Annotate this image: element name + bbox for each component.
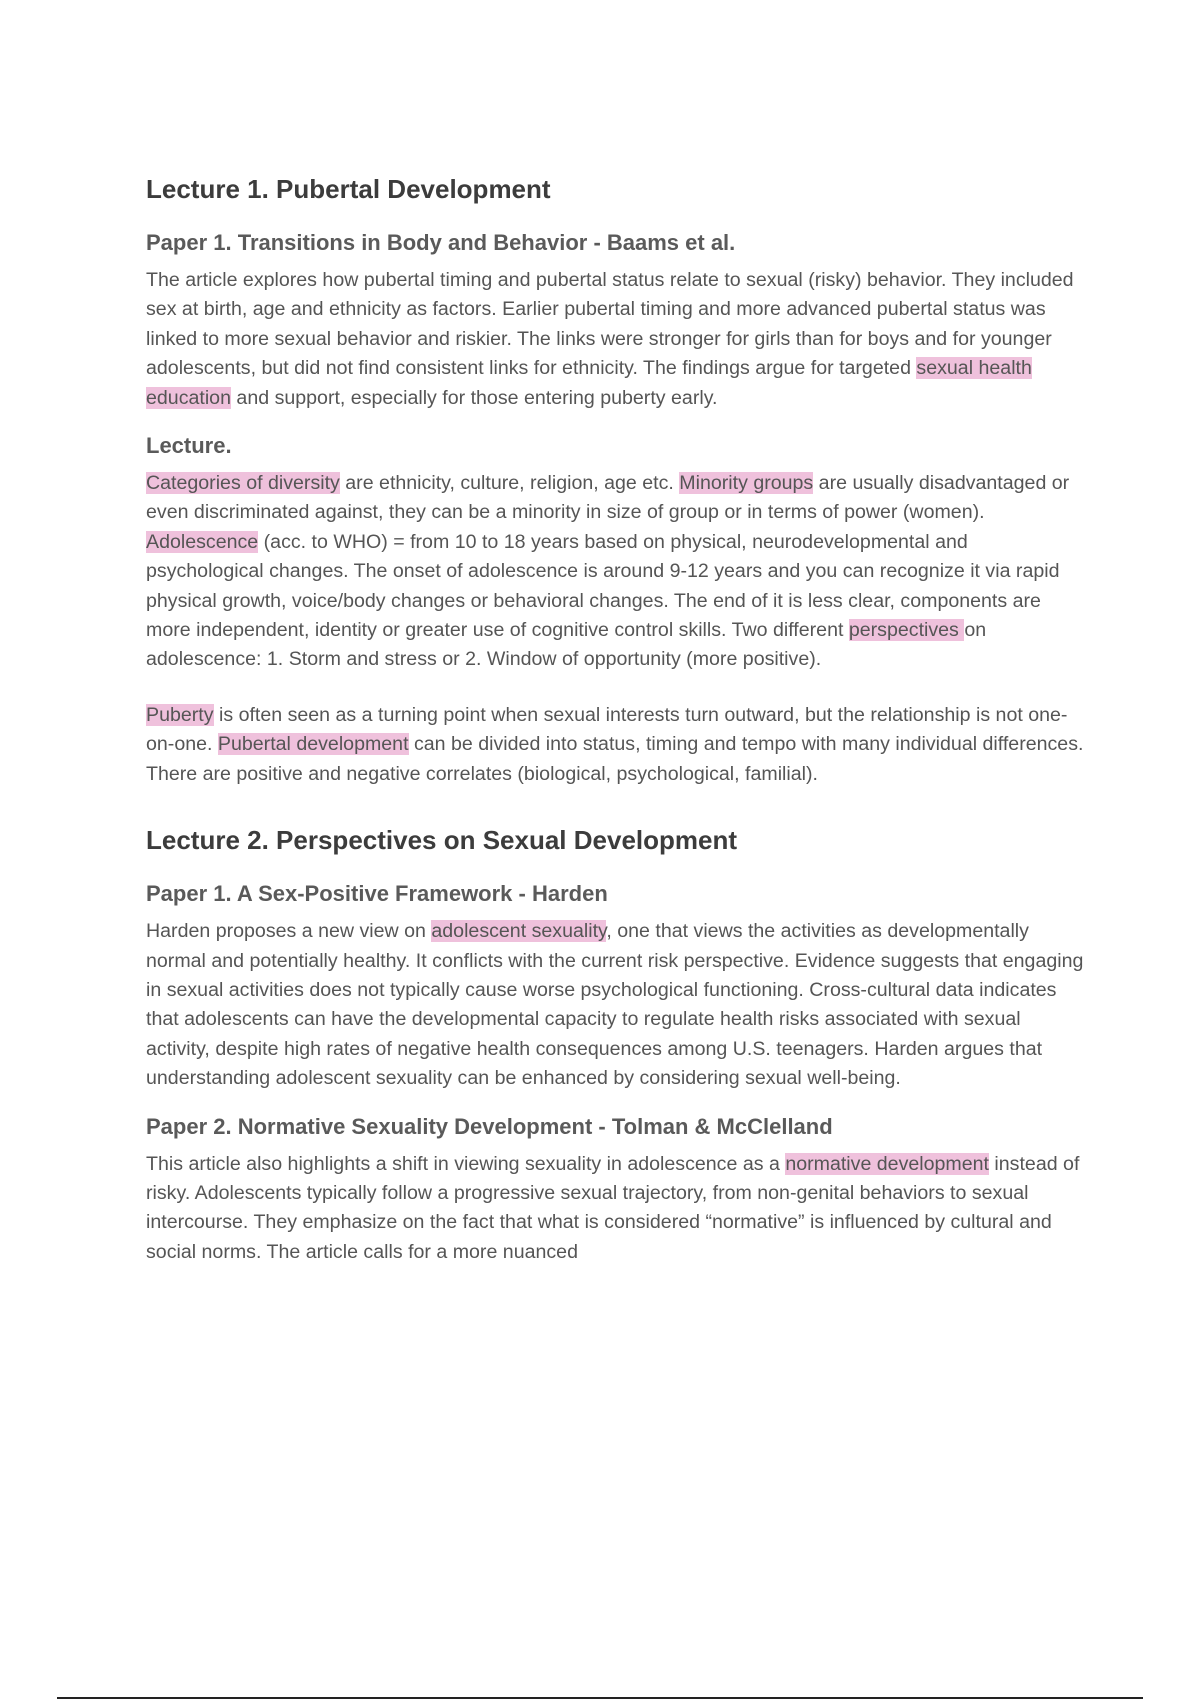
lecture-2-paper-1-summary [146,917,1086,1093]
text-run: is often seen as a turning point when sexual interests turn outward, but the relationship is not one-on-one. [146,703,1068,756]
lecture-2-paper-1-heading: Paper 1. A Sex-Positive Framework - Harden [146,881,608,907]
highlight-normative-development: normative development [785,1152,989,1175]
text-run: are ethnicity, culture, religion, age etc. [339,472,680,495]
lecture-2-paper-2-heading: Paper 2. Normative Sexuality Development - Tolman & McClelland [146,1113,833,1139]
text-run: This article also highlights a shift in viewing sexuality in adolescence as a [146,1152,786,1175]
highlight-categories-of-diversity: Categories of diversity [146,472,340,495]
page-bottom-rule [57,1697,1143,1699]
text-run: are usually disadvantaged or even discriminated against, they can be a minority in size of group or in terms of power (women). [146,472,1070,524]
lecture-1-paper-1-summary [146,266,1086,413]
text-run: and support, especially for those entering puberty early. [230,386,718,409]
lecture-1-paper-1-heading: Paper 1. Transitions in Body and Behavior - Baams et al. [146,230,736,255]
highlight-adolescent-sexuality: adolescent sexuality [431,920,607,943]
lecture-2-paper-2-summary [146,1150,1086,1268]
lecture-1-title: Lecture 1. Pubertal Development [146,174,551,204]
document-page [146,172,1086,1293]
text-run: can be divided into status, timing and tempo with many individual differences. There are positive and negative correlates (biological, psychological, familial). [146,733,1084,785]
highlight-pubertal-development: Pubertal development [217,733,409,756]
text-run: , one that views the activities as developmentally normal and potentially healthy. It conflicts with the current risk perspective. Evidence suggests that engaging in sexual activities does not typically cause worse psychological functioning. Cross-cultural data indicates that adolescents can have the developmental capacity to regulate health risks associated with sexual activity, despite high rates of negative health consequences among U.S. teenagers. Harden argues that understanding adolescent sexuality can be enhanced by considering sexual well-being. [146,920,1084,1090]
lecture-1-lecture-heading: Lecture. [146,433,232,459]
lecture-1-lecture-paragraph-1 [146,469,1086,675]
text-run: Harden proposes a new view on [146,920,432,943]
highlight-sexual-health-education: sexual health education [146,357,1032,409]
highlight-adolescence: Adolescence [146,530,259,553]
highlight-puberty: Puberty [146,703,214,726]
text-run: on adolescence: 1. Storm and stress or 2. Window of opportunity (more positive). [146,619,987,671]
highlight-minority-groups: Minority groups [679,472,814,495]
lecture-2-title: Lecture 2. Perspectives on Sexual Development [146,825,738,856]
lecture-1-lecture-paragraph-2 [146,701,1086,789]
text-run: (acc. to WHO) = from 10 to 18 years based on physical, neurodevelopmental and psychological changes. The onset of adolescence is around 9-12 years and you can recognize it via rapid physical growth, voice/body changes or behavioral changes. The end of it is less clear, components are more independent, identity or greater use of cognitive control skills. Two different [146,530,1060,642]
text-run: instead of risky. Adolescents typically follow a progressive sexual trajectory, from non-genital behaviors to sexual intercourse. They emphasize on the fact that what is considered “normative” is influenced by cultural and social norms. The article calls for a more nuanced [146,1152,1080,1263]
highlight-perspectives: perspectives [848,619,965,642]
text-run: The article explores how pubertal timing and pubertal status relate to sexual (risky) behavior. They included sex at birth, age and ethnicity as factors. Earlier pubertal timing and more advanced pubertal status was linked to more sexual behavior and riskier. The links were stronger for girls than for boys and for younger adolescents, but did not find consistent links for ethnicity. The findings argue for targeted [146,269,1074,380]
